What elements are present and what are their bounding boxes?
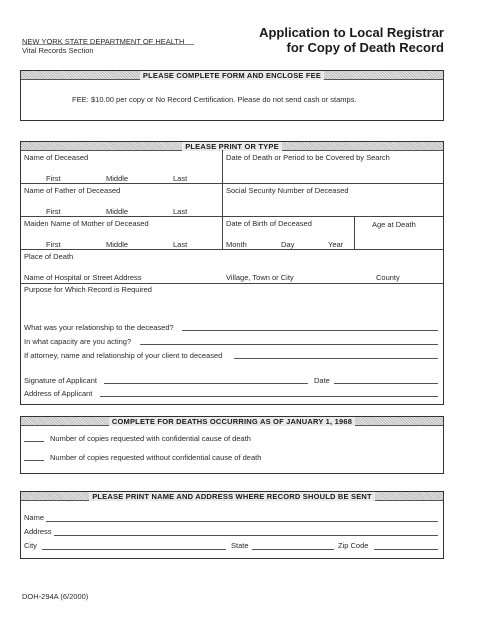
purpose-field[interactable] <box>22 295 442 317</box>
form-title-line1: Application to Local Registrar <box>259 25 444 40</box>
first-label: First <box>46 207 61 216</box>
village-label: Village, Town or City <box>226 273 294 282</box>
date-of-death-field[interactable] <box>224 162 442 182</box>
mailing-section-heading: PLEASE PRINT NAME AND ADDRESS WHERE RECORD SHOULD BE SENT <box>21 492 443 501</box>
grid-line <box>20 183 444 184</box>
mother-maiden-name-label: Maiden Name of Mother of Deceased <box>24 219 149 228</box>
copies-section-heading: COMPLETE FOR DEATHS OCCURRING AS OF JANUARY 1, 1968 <box>21 417 443 426</box>
date-label: Date <box>314 376 330 385</box>
age-at-death-label: Age at Death <box>372 220 416 229</box>
org-section: Vital Records Section <box>22 46 94 55</box>
form-title-line2: for Copy of Death Record <box>286 40 444 55</box>
day-label: Day <box>281 240 295 249</box>
date-field[interactable] <box>334 383 438 384</box>
relationship-field[interactable] <box>182 330 438 331</box>
capacity-label: In what capacity are you acting? <box>24 337 132 346</box>
first-label: First <box>46 240 61 249</box>
attorney-field[interactable] <box>234 358 438 359</box>
age-at-death-field[interactable] <box>356 230 442 247</box>
year-label: Year <box>328 240 344 249</box>
fee-label: FEE: <box>72 95 89 104</box>
middle-label: Middle <box>106 240 129 249</box>
copies-with-cause-label: Number of copies requested with confidential cause of death <box>50 434 251 443</box>
mail-city-field[interactable] <box>42 549 226 550</box>
hospital-label: Name of Hospital or Street Address <box>24 273 142 282</box>
middle-label: Middle <box>106 207 129 216</box>
month-label: Month <box>226 240 247 249</box>
mail-name-label: Name <box>24 513 45 522</box>
mail-zip-field[interactable] <box>374 549 438 550</box>
form-number: DOH-294A (6/2000) <box>22 592 89 601</box>
copies-without-cause-field[interactable] <box>24 460 44 461</box>
signature-label: Signature of Applicant <box>24 376 97 385</box>
capacity-field[interactable] <box>140 344 438 345</box>
middle-label: Middle <box>106 174 129 183</box>
date-of-death-label: Date of Death or Period to be Covered by Search <box>226 153 390 162</box>
ssn-field[interactable] <box>224 195 442 214</box>
purpose-label: Purpose for Which Record is Required <box>24 285 152 294</box>
date-of-birth-label: Date of Birth of Deceased <box>226 219 312 228</box>
county-label: County <box>376 273 400 282</box>
org-name: NEW YORK STATE DEPARTMENT OF HEALTH <box>22 37 185 46</box>
org-underline <box>22 44 194 45</box>
place-of-death-label: Place of Death <box>24 252 74 261</box>
mail-zip-label: Zip Code <box>338 541 369 550</box>
first-label: First <box>46 174 61 183</box>
grid-line <box>354 216 355 249</box>
fee-text: $10.00 per copy or No Record Certification. Please do not send cash or stamps. <box>91 95 357 104</box>
mail-address-field[interactable] <box>54 535 438 536</box>
mail-name-field[interactable] <box>46 521 438 522</box>
father-name-label: Name of Father of Deceased <box>24 186 121 195</box>
grid-line <box>20 216 444 217</box>
grid-line <box>222 150 223 249</box>
last-label: Last <box>173 207 188 216</box>
last-label: Last <box>173 240 188 249</box>
mail-state-label: State <box>231 541 249 550</box>
relationship-label: What was your relationship to the deceased? <box>24 323 174 332</box>
applicant-address-label: Address of Applicant <box>24 389 93 398</box>
mail-state-field[interactable] <box>252 549 334 550</box>
name-of-deceased-label: Name of Deceased <box>24 153 89 162</box>
copies-without-cause-label: Number of copies requested without confidential cause of death <box>50 453 262 462</box>
ssn-label: Social Security Number of Deceased <box>226 186 349 195</box>
copies-section <box>20 416 444 474</box>
mail-address-label: Address <box>24 527 52 536</box>
mail-city-label: City <box>24 541 37 550</box>
applicant-section-heading: PLEASE PRINT OR TYPE <box>21 142 443 151</box>
place-of-death-field[interactable] <box>22 261 442 273</box>
grid-line <box>20 283 444 284</box>
fee-section-heading: PLEASE COMPLETE FORM AND ENCLOSE FEE <box>21 71 443 80</box>
grid-line <box>20 249 444 250</box>
attorney-label: If attorney, name and relationship of your client to deceased <box>24 351 223 360</box>
applicant-address-field[interactable] <box>100 396 438 397</box>
last-label: Last <box>173 174 188 183</box>
signature-field[interactable] <box>104 383 308 384</box>
copies-with-cause-field[interactable] <box>24 441 44 442</box>
